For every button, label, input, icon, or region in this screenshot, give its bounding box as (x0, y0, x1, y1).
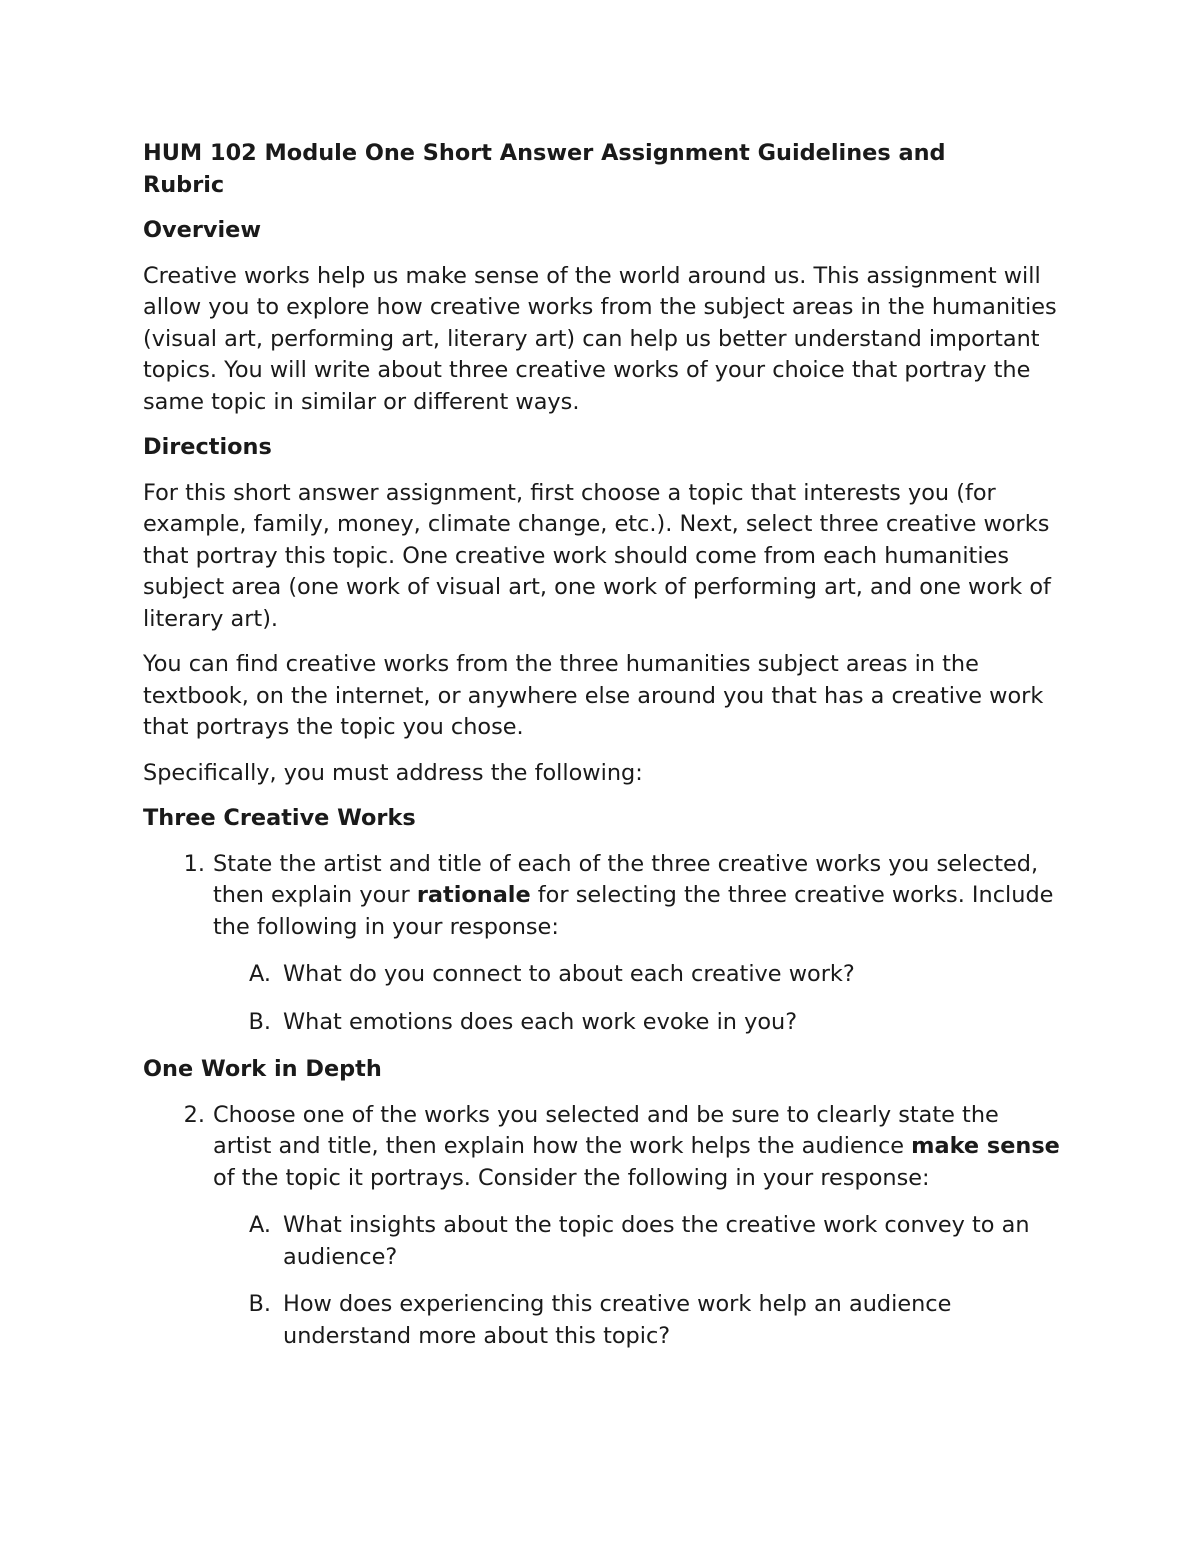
one-work-in-depth-heading: One Work in Depth (143, 1056, 382, 1082)
directions-paragraph-3: Specifically, you must address the following: (143, 759, 643, 786)
document-page (143, 138, 1063, 1368)
sub-item-text: How does experiencing this creative work help an audience understand more about this topic? (283, 1291, 952, 1349)
overview-heading: Overview (143, 217, 261, 243)
list-item-text: Choose one of the works you selected and be sure to clearly state the artist and title, then explain how the work helps the audience make sense of the topic it portrays. Consider the following in your response: (213, 1101, 1060, 1191)
sub-item-1a (143, 959, 1063, 991)
sub-item-marker: B. (248, 1291, 271, 1317)
list-number: 1. (183, 850, 205, 877)
directions-paragraph-2: You can find creative works from the three humanities subject areas in the textbook, on the internet, or anywhere else around you that has a creative work that portrays the topic you chose. (143, 651, 1044, 740)
sub-item-2a (143, 1210, 1063, 1273)
bold-term-rationale: rationale (416, 882, 531, 908)
sub-item-2b (143, 1289, 1063, 1352)
sub-item-marker: B. (248, 1008, 271, 1035)
list-item-2 (143, 1100, 1063, 1195)
list-item-1 (143, 849, 1063, 944)
sub-item-text: What emotions does each work evoke in you? (283, 1008, 798, 1035)
overview-paragraph: Creative works help us make sense of the world around us. This assignment will allow you to explore how creative works from the subject areas in the humanities (visual art, performing art, literary art) can help us better understand important topics. You will write about three creative works of your choice that portray the same topic in similar or different ways. (143, 262, 1057, 415)
sub-item-marker: A. (248, 961, 271, 987)
sub-item-text: What insights about the topic does the creative work convey to an audience? (283, 1212, 1030, 1270)
sub-item-1b (143, 1007, 1063, 1039)
directions-paragraph-1: For this short answer assignment, first choose a topic that interests you (for example, family, money, climate change, etc.). Next, select three creative works that portray this topic. One creative work should come from each humanities subject area (one work of visual art, one work of performing art, and one work of literary art). (143, 479, 1051, 632)
document-title: HUM 102 Module One Short Answer Assignment Guidelines and Rubric (143, 140, 946, 198)
sub-item-marker: A. (248, 1212, 271, 1238)
list-item-text: State the artist and title of each of the three creative works you selected, then explain your rationale for selecting the three creative works. Include the following in your response: (213, 850, 1054, 940)
directions-heading: Directions (143, 434, 272, 460)
list-number: 2. (183, 1101, 205, 1128)
sub-item-text: What do you connect to about each creative work? (283, 961, 855, 987)
three-creative-works-heading: Three Creative Works (143, 805, 416, 831)
bold-term-make-sense: make sense (911, 1133, 1060, 1159)
